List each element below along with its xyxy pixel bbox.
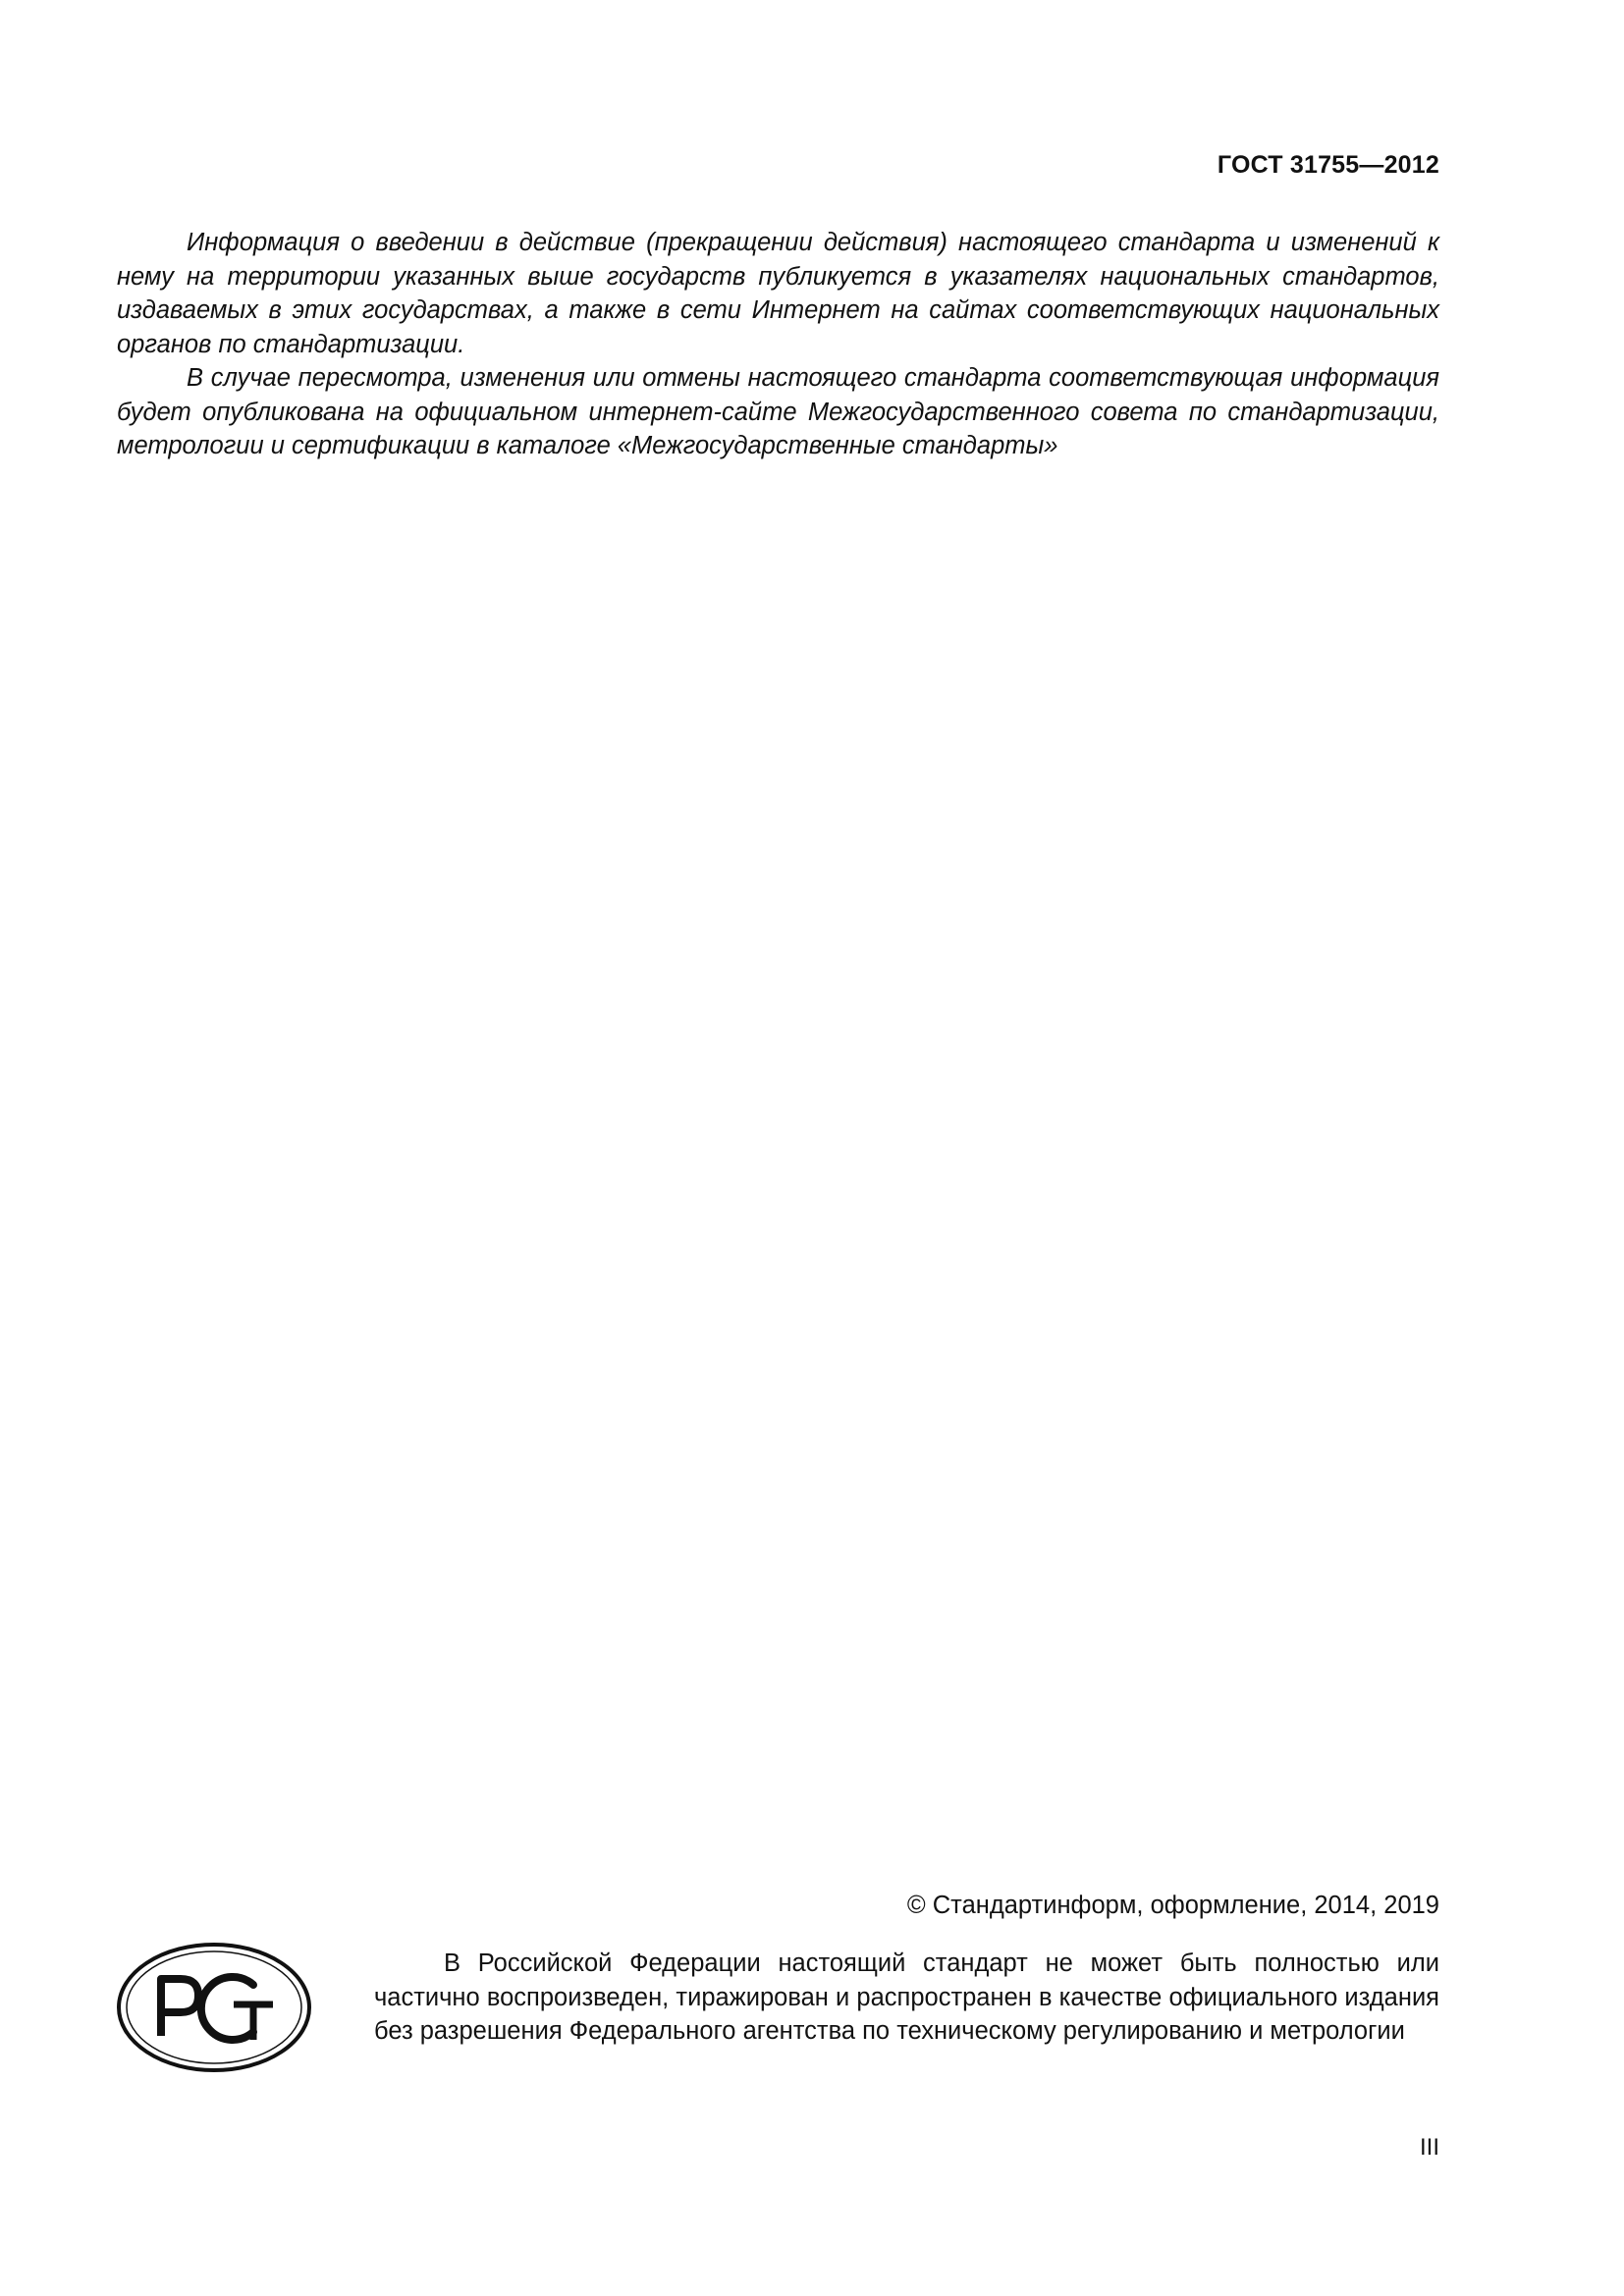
copyright-notice: © Стандартинформ, оформление, 2014, 2019 xyxy=(906,1892,1439,1919)
paragraph-introduction-info: Информация о введении в действие (прекращении действия) настоящего стандарта и изменений к нему на территории указанных выше государств публикуется в указателях национальных стандартов, издаваемых в этих государствах, а также в сети Интернет на сайтах соответствующих национальных органов по стандартизации. xyxy=(117,229,1439,358)
intro-text-block xyxy=(117,226,1439,463)
standard-code-header: ГОСТ 31755—2012 xyxy=(1217,151,1439,179)
reproduction-notice: В Российской Федерации настоящий стандарт не может быть полностью или частично воспроизведен, тиражирован и распространен в качестве официального издания без разрешения Федерального агентства по техническому регулированию и метрологии xyxy=(374,1949,1439,2045)
rst-certification-mark-icon xyxy=(116,1942,312,2073)
paragraph-revision-info: В случае пересмотра, изменения или отмены настоящего стандарта соответствующая информация будет опубликована на официальном интернет-сайте Межгосударственного совета по стандартизации, метрологии и сертификации в каталоге «Межгосударственные стандарты» xyxy=(117,364,1439,459)
page-number: III xyxy=(1419,2134,1439,2161)
